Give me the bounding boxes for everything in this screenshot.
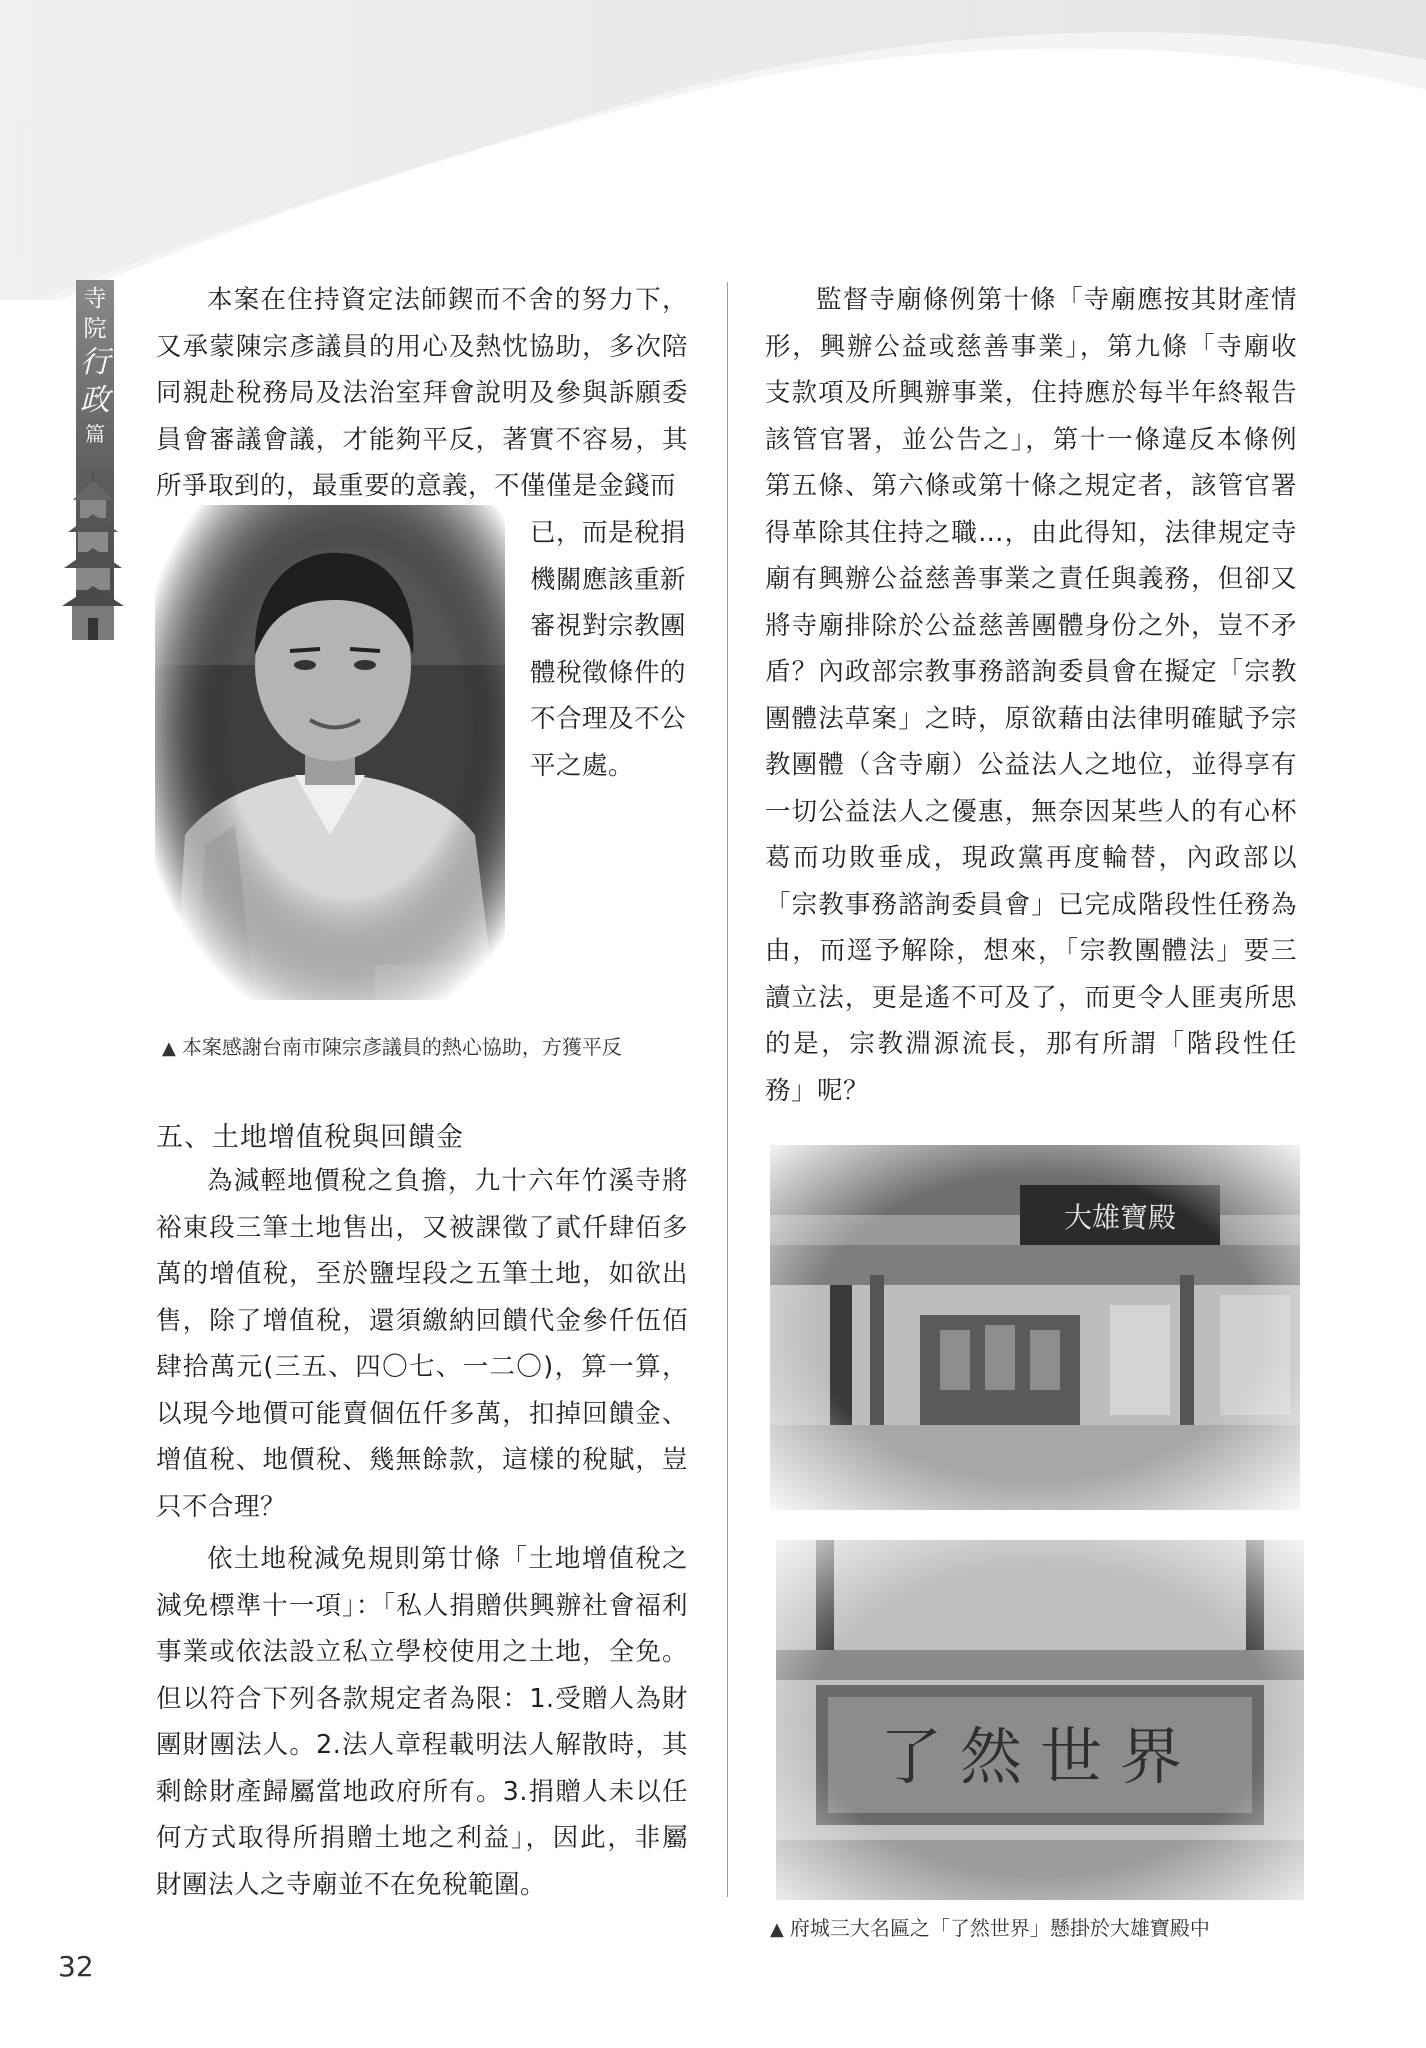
right-para1-block bbox=[765, 277, 1297, 1114]
right-para1: 監督寺廟條例第十條「寺廟應按其財產情形，興辦公益或慈善事業」，第九條「寺廟收支款項及所興辦事業，住持應於每半年終報告該管官署，並公告之」，第十一條違反本條例第五條、第六條或第十條之規定者，該管官署得革除其住持之職…，由此得知，法律規定寺廟有興辦公益慈善事業之責任與義務，但卻又將寺廟排除於公益慈善團體身份之外，豈不矛盾？內政部宗教事務諮詢委員會在擬定「宗教團體法草案」之時，原欲藉由法律明確賦予宗教團體（含寺廟）公益法人之地位，並得享有一切公益法人之優惠，無奈因某些人的有心杯葛而功敗垂成，現政黨再度輪替，內政部以「宗教事務諮詢委員會」已完成階段性任務為由，而逕予解除，想來，「宗教團體法」要三讀立法，更是遙不可及了，而更令人匪夷所思的是，宗教淵源流長，那有所謂「階段性任務」呢？ bbox=[765, 285, 1297, 1106]
page-number: 32 bbox=[58, 1950, 94, 1983]
section-label-temple: 寺院 bbox=[83, 286, 107, 342]
wrap-line: 已，而是稅捐 bbox=[530, 518, 687, 548]
plaque-photo bbox=[776, 1540, 1304, 1900]
column-divider bbox=[727, 282, 728, 1897]
wrap-line: 機關應該重新 bbox=[530, 564, 687, 595]
left-para2-block bbox=[156, 1158, 688, 1908]
wrap-line: 平之處。 bbox=[530, 750, 635, 781]
pagoda-icon bbox=[58, 470, 128, 640]
left-para2: 為減輕地價稅之負擔，九十六年竹溪寺將裕東段三筆土地售出，又被課徵了貳仟肆佰多萬的增值稅，至於鹽埕段之五筆土地，如欲出售，除了增值稅，還須繳納回饋代金參仟伍佰肆拾萬元(三五、四〇七、一二〇)，算一算，以現今地價可能賣個伍仟多萬，扣掉回饋金、增值稅、地價稅、幾無餘款，這樣的稅賦，豈只不合理？ bbox=[156, 1166, 688, 1522]
wrap-line: 不合理及不公 bbox=[530, 704, 687, 734]
portrait-caption bbox=[162, 1031, 622, 1060]
plaque-caption bbox=[770, 1912, 1210, 1941]
left-para1 bbox=[156, 277, 688, 510]
left-para1-lines: 本案在住持資定法師鍥而不舍的努力下，又承蒙陳宗彥議員的用心及熱忱協助，多次陪同親赴稅務局及法治室拜會說明及參與訴願委員會審議會議，才能夠平反，著實不容易，其所爭取到的，最重要的意義，不僅僅是金錢而 bbox=[156, 285, 688, 501]
triangle-icon: ▲ bbox=[162, 1038, 176, 1059]
plaque-caption-text: 府城三大名匾之「了然世界」懸掛於大雄寶殿中 bbox=[789, 1916, 1210, 1940]
wrap-line: 審視對宗教團 bbox=[530, 611, 687, 641]
left-para1-wrap bbox=[530, 510, 700, 789]
portrait-photo bbox=[155, 505, 505, 1000]
temple-hall-photo bbox=[770, 1145, 1300, 1510]
header-swoosh-decoration bbox=[0, 0, 1426, 300]
wrap-line: 體稅徵條件的 bbox=[530, 657, 687, 688]
section-label-admin: 行政 bbox=[80, 345, 110, 418]
portrait-caption-text: 本案感謝台南市陳宗彥議員的熱心協助，方獲平反 bbox=[181, 1035, 622, 1059]
triangle-icon: ▲ bbox=[770, 1919, 784, 1940]
left-para3: 依土地稅減免規則第廿條「土地增值稅之減免標準十一項」：「私人捐贈供興辦社會福利事業或依法設立私立學校使用之土地，全免。但以符合下列各款規定者為限：1.受贈人為財團財團法人。2.法人章程載明法人解散時，其剩餘財產歸屬當地政府所有。3.捐贈人未以任何方式取得所捐贈土地之利益」，因此，非屬財團法人之寺廟並不在免稅範圍。 bbox=[156, 1544, 688, 1900]
section-label-chapter: 篇 bbox=[85, 422, 105, 446]
section-heading: 五、土地增值稅與回饋金 bbox=[156, 1122, 464, 1153]
